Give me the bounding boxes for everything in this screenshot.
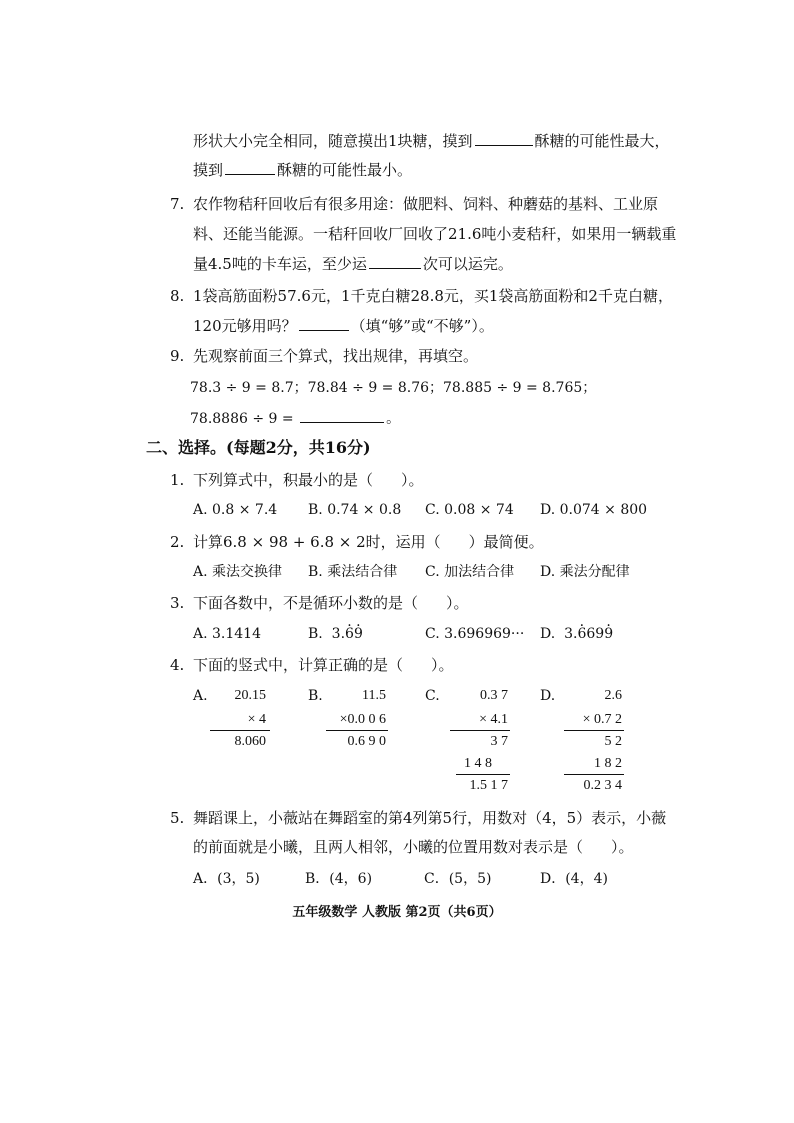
q8-text-a: 120元够用吗？ xyxy=(193,317,297,335)
q7-blank[interactable] xyxy=(369,254,421,269)
c1-option-d[interactable]: D. 0.074 × 800 xyxy=(540,502,648,518)
q7-line3 xyxy=(193,254,513,274)
c4-b-rule xyxy=(326,730,388,731)
c5-option-c[interactable]: C．(5，5) xyxy=(424,871,492,887)
section2-heading: 二、选择。(每题2分，共16分) xyxy=(146,438,371,457)
c3-stem xyxy=(193,593,469,613)
c4-d-multiplicand: 2.6 xyxy=(604,688,622,703)
c2-option-d[interactable]: D. 乘法分配律 xyxy=(540,564,630,580)
q6-line2 xyxy=(193,160,412,180)
q6-text-c: 摸到 xyxy=(193,161,224,179)
q9-text-a: 78.8886 ÷ 9 = xyxy=(190,411,299,427)
c4-c-rule-1 xyxy=(450,730,510,731)
c4-c-partial-2: 1 4 8 xyxy=(464,756,492,771)
c2-number: 2. xyxy=(170,533,185,551)
c4-a-rule xyxy=(210,730,270,731)
c3-number: 3. xyxy=(170,594,185,612)
c5-option-b[interactable]: B．(4，6) xyxy=(305,871,373,887)
c3-option-d-letter: D. xyxy=(540,626,556,642)
c3-option-b-letter: B. xyxy=(308,626,323,642)
c5-number: 5. xyxy=(170,809,185,827)
c3-option-a[interactable]: A. 3.1414 xyxy=(193,626,261,642)
q9-blank[interactable] xyxy=(300,408,384,423)
c3-option-c[interactable]: C. 3.696969··· xyxy=(425,626,525,642)
c4-stem-b: ）。 xyxy=(431,656,454,674)
q6-blank-min[interactable] xyxy=(225,160,275,175)
q8-line1: 1袋高筋面粉57.6元，1千克白糖28.8元，买1袋高筋面粉和2千克白糖， xyxy=(193,287,673,305)
q9-line1: 先观察前面三个算式，找出规律，再填空。 xyxy=(193,347,479,365)
c4-calc-a xyxy=(210,686,266,756)
c1-option-c[interactable]: C. 0.08 × 74 xyxy=(425,502,514,518)
c2-stem-b: ）最简便。 xyxy=(468,533,544,551)
q9-line3 xyxy=(190,408,400,429)
c4-option-d-label[interactable]: D. xyxy=(540,688,556,704)
c4-c-partial-1: 3 7 xyxy=(490,734,508,749)
c1-stem xyxy=(193,470,424,490)
c3-option-b[interactable] xyxy=(308,624,363,644)
c2-stem-a: 计算6.8 × 98 + 6.8 × 2时，运用（ xyxy=(193,533,441,551)
q7-text-a: 量4.5吨的卡车运，至少运 xyxy=(193,255,367,273)
c4-c-rule-2 xyxy=(456,774,510,775)
c4-c-result: 1.5 1 7 xyxy=(469,778,508,793)
c4-d-rule-2 xyxy=(564,774,624,775)
c1-stem-b: ）。 xyxy=(401,471,424,489)
c4-b-result: 0.6 9 0 xyxy=(347,734,386,749)
c5-stem-b: ）。 xyxy=(611,838,634,856)
q8-blank[interactable] xyxy=(299,316,349,331)
c4-calc-b xyxy=(326,686,386,756)
c4-c-multiplier: × 4.1 xyxy=(479,712,508,727)
c4-option-b-label[interactable]: B. xyxy=(308,688,323,704)
c3-d-repeat-start: · 6 xyxy=(577,626,586,642)
c1-option-a[interactable]: A. 0.8 × 7.4 xyxy=(193,502,278,518)
c3-stem-a: 下面各数中，不是循环小数的是（ xyxy=(193,594,419,612)
c3-option-d[interactable] xyxy=(540,624,613,644)
c4-calc-c xyxy=(450,686,508,796)
c4-d-partial-1: 5 2 xyxy=(604,734,622,749)
c1-number: 1. xyxy=(170,471,185,489)
c4-c-multiplicand: 0.3 7 xyxy=(480,688,508,703)
c4-b-multiplier: ×0.0 0 6 xyxy=(339,712,386,727)
c4-d-multiplier: × 0.7 2 xyxy=(582,712,622,727)
q6-text-d: 酥糖的可能性最小。 xyxy=(277,161,413,179)
c4-d-rule-1 xyxy=(564,730,624,731)
c4-option-c-label[interactable]: C. xyxy=(425,688,440,704)
c4-a-multiplier: × 4 xyxy=(247,712,266,727)
c4-stem xyxy=(193,655,454,675)
c3-b-repeat-end: · 9 xyxy=(354,626,363,642)
c2-option-a[interactable]: A. 乘法交换律 xyxy=(193,564,283,580)
c4-d-partial-2: 1 8 2 xyxy=(594,756,622,771)
q9-number: 9. xyxy=(170,347,185,365)
c4-a-multiplicand: 20.15 xyxy=(234,688,266,703)
c4-option-a-label[interactable]: A. xyxy=(193,688,208,704)
q7-text-b: 次可以运完。 xyxy=(422,255,513,273)
c4-a-result: 8.060 xyxy=(234,734,266,749)
page-footer: 五年级数学 人教版 第2页（共6页） xyxy=(292,905,502,920)
c5-stem-a: 的前面就是小曦，且两人相邻，小曦的位置用数对表示是（ xyxy=(193,838,584,856)
c2-option-b[interactable]: B. 乘法结合律 xyxy=(308,564,398,580)
c2-option-c[interactable]: C. 加法结合律 xyxy=(425,564,515,580)
c4-d-result: 0.2 3 4 xyxy=(583,778,622,793)
c3-d-middle: 69 xyxy=(586,626,605,642)
c1-option-b[interactable]: B. 0.74 × 0.8 xyxy=(308,502,402,518)
q8-line2 xyxy=(193,316,494,336)
c5-option-a[interactable]: A．(3，5) xyxy=(193,871,260,887)
c3-d-int: 3. xyxy=(564,626,578,642)
q6-line1 xyxy=(193,131,670,151)
q8-number: 8. xyxy=(170,287,185,305)
q9-text-b: 。 xyxy=(386,411,401,427)
c3-b-int: 3. xyxy=(331,626,346,642)
c5-line2 xyxy=(193,837,634,857)
c2-stem xyxy=(193,532,544,552)
c5-line1: 舞蹈课上，小薇站在舞蹈室的第4列第5行，用数对（4，5）表示，小薇 xyxy=(193,809,667,827)
c3-d-repeat-end: · 9 xyxy=(604,626,613,642)
q8-text-b: （填“够”或“不够”）。 xyxy=(350,317,494,335)
q6-text-a: 形状大小完全相同，随意摸出1块糖，摸到 xyxy=(193,132,473,150)
c4-calc-d xyxy=(564,686,622,796)
q9-equations: 78.3 ÷ 9 = 8.7；78.84 ÷ 9 = 8.76；78.885 ÷ 9 = 8.765； xyxy=(190,380,597,396)
c5-option-d[interactable]: D．(4，4) xyxy=(540,871,608,887)
c4-b-multiplicand: 11.5 xyxy=(362,688,386,703)
c4-stem-a: 下面的竖式中，计算正确的是（ xyxy=(193,656,404,674)
c3-b-repeat-start: · 6 xyxy=(345,626,354,642)
c1-stem-a: 下列算式中，积最小的是（ xyxy=(193,471,374,489)
c4-number: 4. xyxy=(170,656,185,674)
q7-line2: 料、还能当能源。一秸秆回收厂回收了21.6吨小麦秸秆，如果用一辆载重 xyxy=(193,225,677,243)
q6-text-b: 酥糖的可能性最大， xyxy=(534,132,670,150)
q7-number: 7. xyxy=(170,195,185,213)
q7-line1: 农作物秸秆回收后有很多用途：做肥料、饲料、种蘑菇的基料、工业原 xyxy=(193,195,659,213)
q6-blank-max[interactable] xyxy=(475,131,533,146)
c3-stem-b: ）。 xyxy=(446,594,469,612)
